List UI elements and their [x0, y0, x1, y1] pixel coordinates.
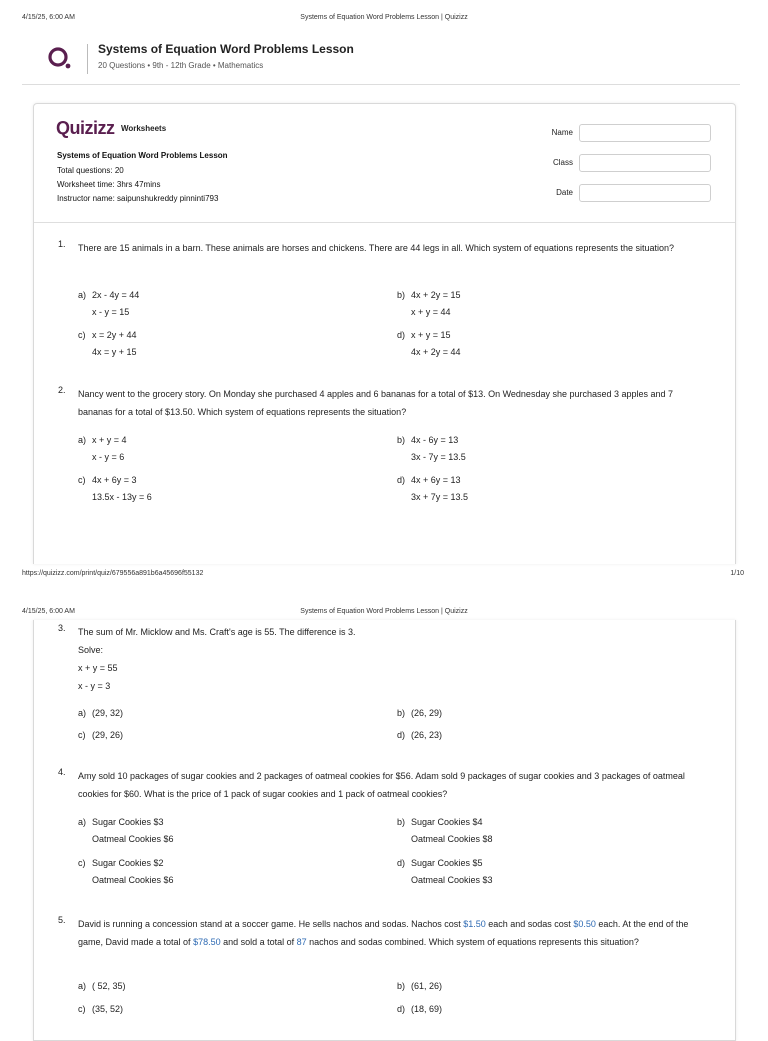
quizizz-logo-icon [47, 46, 73, 75]
option-label: c) [78, 330, 86, 340]
highlight-value: $0.50 [573, 919, 596, 929]
option-line: Oatmeal Cookies $8 [411, 834, 493, 844]
option-label: a) [78, 981, 87, 991]
class-label: Class [552, 158, 573, 167]
option-line: Oatmeal Cookies $6 [92, 875, 174, 885]
option-line: x - y = 6 [92, 452, 125, 462]
print-date: 4/15/25, 6:00 AM [22, 608, 75, 615]
option-label: b) [397, 435, 406, 445]
footer-url: https://quizizz.com/print/quiz/679556a891b6a45696f55132 [22, 570, 204, 577]
option-line: x + y = 44 [411, 307, 451, 317]
name-label: Name [551, 128, 573, 137]
answer-option[interactable] [78, 978, 126, 995]
worksheet-name: Systems of Equation Word Problems Lesson [57, 151, 228, 160]
option-line: 3x + 7y = 13.5 [411, 492, 469, 502]
option-label: b) [397, 708, 406, 718]
worksheet-time: Worksheet time: 3hrs 47mins [57, 180, 161, 189]
option-line: ( 52, 35) [92, 981, 126, 991]
highlight-value: 87 [296, 937, 307, 947]
answer-option[interactable] [397, 705, 442, 722]
option-label: d) [397, 858, 406, 868]
print-title: Systems of Equation Word Problems Lesson | Quizizz [300, 608, 468, 615]
option-line: 3x - 7y = 13.5 [411, 452, 466, 462]
page-meta: 20 Questions • 9th - 12th Grade • Mathematics [98, 61, 264, 70]
header-divider [87, 44, 88, 74]
option-line: 4x + 6y = 3 [92, 475, 137, 485]
logo-suffix: Worksheets [120, 124, 167, 133]
worksheet-info-panel [34, 104, 735, 223]
option-line: 2x - 4y = 44 [92, 290, 140, 300]
answer-option[interactable] [78, 705, 123, 722]
option-label: a) [78, 290, 87, 300]
option-label: a) [78, 817, 87, 827]
question-text-part: each and sodas cost [485, 919, 574, 929]
answer-option[interactable] [397, 727, 442, 744]
option-line: (18, 69) [411, 1004, 443, 1014]
answer-option[interactable] [397, 855, 493, 889]
answer-option[interactable] [78, 432, 127, 466]
question-number: 5. [58, 915, 66, 925]
header-rule [22, 84, 740, 85]
date-field[interactable] [579, 184, 711, 202]
answer-option[interactable] [78, 814, 174, 848]
option-label: c) [78, 475, 86, 485]
answer-option[interactable] [78, 327, 137, 361]
option-line: Sugar Cookies $2 [92, 858, 164, 868]
option-line: 4x + 2y = 44 [411, 347, 461, 357]
answer-option[interactable] [78, 287, 139, 321]
print-title: Systems of Equation Word Problems Lesson | Quizizz [300, 14, 468, 21]
option-line: (26, 29) [411, 708, 443, 718]
question-number: 4. [58, 767, 66, 777]
option-line: (29, 26) [92, 730, 124, 740]
answer-option[interactable] [397, 814, 493, 848]
option-line: (35, 52) [92, 1004, 124, 1014]
answer-option[interactable] [397, 432, 466, 466]
highlight-value: $78.50 [193, 937, 221, 947]
question-number: 2. [58, 385, 66, 395]
question-text-part: David is running a concession stand at a soccer game. He sells nachos and sodas. Nachos cost [78, 919, 464, 929]
worksheet-logo [56, 118, 166, 139]
option-line: 13.5x - 13y = 6 [92, 492, 152, 502]
option-line: x - y = 15 [92, 307, 130, 317]
question-text: Nancy went to the grocery story. On Monday she purchased 4 apples and 6 bananas for a total of $13. On Wednesday she purchased 3 apples and 7 bananas for a total of $13.50. Which system of equations represents the situation? [78, 389, 674, 417]
question-text-part: and sold a total of [220, 937, 297, 947]
option-line: x + y = 15 [411, 330, 451, 340]
option-line: x + y = 4 [92, 435, 127, 445]
question-line: x - y = 3 [78, 681, 111, 691]
option-label: c) [78, 858, 86, 868]
answer-option[interactable] [78, 472, 152, 506]
option-label: d) [397, 330, 406, 340]
class-field[interactable] [579, 154, 711, 172]
option-line: Oatmeal Cookies $6 [92, 834, 174, 844]
page-title: Systems of Equation Word Problems Lesson [98, 42, 354, 56]
logo-text: Quizizz [56, 118, 115, 138]
option-label: b) [397, 981, 406, 991]
highlight-value: $1.50 [463, 919, 486, 929]
option-line: Oatmeal Cookies $3 [411, 875, 493, 885]
option-line: 4x + 6y = 13 [411, 475, 461, 485]
question-text: Amy sold 10 packages of sugar cookies and 2 packages of oatmeal cookies for $56. Adam sold 9 packages of sugar cookies and 3 packages of oatmeal cookies for $60. What is the price of 1 pack of sugar cookies and 1 pack of oatmeal cookies? [78, 771, 685, 799]
question-line: The sum of Mr. Micklow and Ms. Craft's age is 55. The difference is 3. [78, 627, 356, 637]
option-line: x = 2y + 44 [92, 330, 137, 340]
question-line: x + y = 55 [78, 663, 118, 673]
date-label: Date [556, 188, 573, 197]
option-label: c) [78, 1004, 86, 1014]
option-line: Sugar Cookies $4 [411, 817, 483, 827]
option-line: (61, 26) [411, 981, 443, 991]
print-date: 4/15/25, 6:00 AM [22, 14, 75, 21]
question-text [78, 915, 703, 951]
answer-option[interactable] [78, 1001, 123, 1018]
option-line: 4x - 6y = 13 [411, 435, 459, 445]
answer-option[interactable] [397, 472, 468, 506]
option-label: c) [78, 730, 86, 740]
total-questions: Total questions: 20 [57, 166, 124, 175]
option-line: 4x + 2y = 15 [411, 290, 461, 300]
question-line: Solve: [78, 645, 104, 655]
answer-option[interactable] [397, 287, 461, 321]
answer-option[interactable] [397, 978, 442, 995]
option-label: b) [397, 817, 406, 827]
footer-page-number: 1/10 [730, 570, 744, 577]
answer-option[interactable] [397, 327, 461, 361]
option-line: Sugar Cookies $5 [411, 858, 483, 868]
option-label: a) [78, 708, 87, 718]
option-line: (29, 32) [92, 708, 124, 718]
option-line: Sugar Cookies $3 [92, 817, 164, 827]
option-label: b) [397, 290, 406, 300]
question-number: 3. [58, 623, 66, 633]
answer-option[interactable] [78, 855, 174, 889]
question-text-part: each. At the end of the game, David made a total of [78, 919, 689, 947]
answer-option[interactable] [397, 1001, 442, 1018]
name-field[interactable] [579, 124, 711, 142]
instructor-name: Instructor name: saipunshukreddy pinninti793 [57, 194, 219, 203]
option-label: d) [397, 730, 406, 740]
question-text-part: nachos and sodas combined. Which system of equations represents this situation? [306, 937, 639, 947]
option-label: d) [397, 1004, 406, 1014]
option-line: 4x = y + 15 [92, 347, 137, 357]
option-label: d) [397, 475, 406, 485]
question-text: There are 15 animals in a barn. These animals are horses and chickens. There are 44 legs in all. Which system of equations represents the situation? [78, 243, 674, 253]
option-line: (26, 23) [411, 730, 443, 740]
question-number: 1. [58, 239, 66, 249]
answer-option[interactable] [78, 727, 123, 744]
question-text [78, 623, 703, 695]
option-label: a) [78, 435, 87, 445]
